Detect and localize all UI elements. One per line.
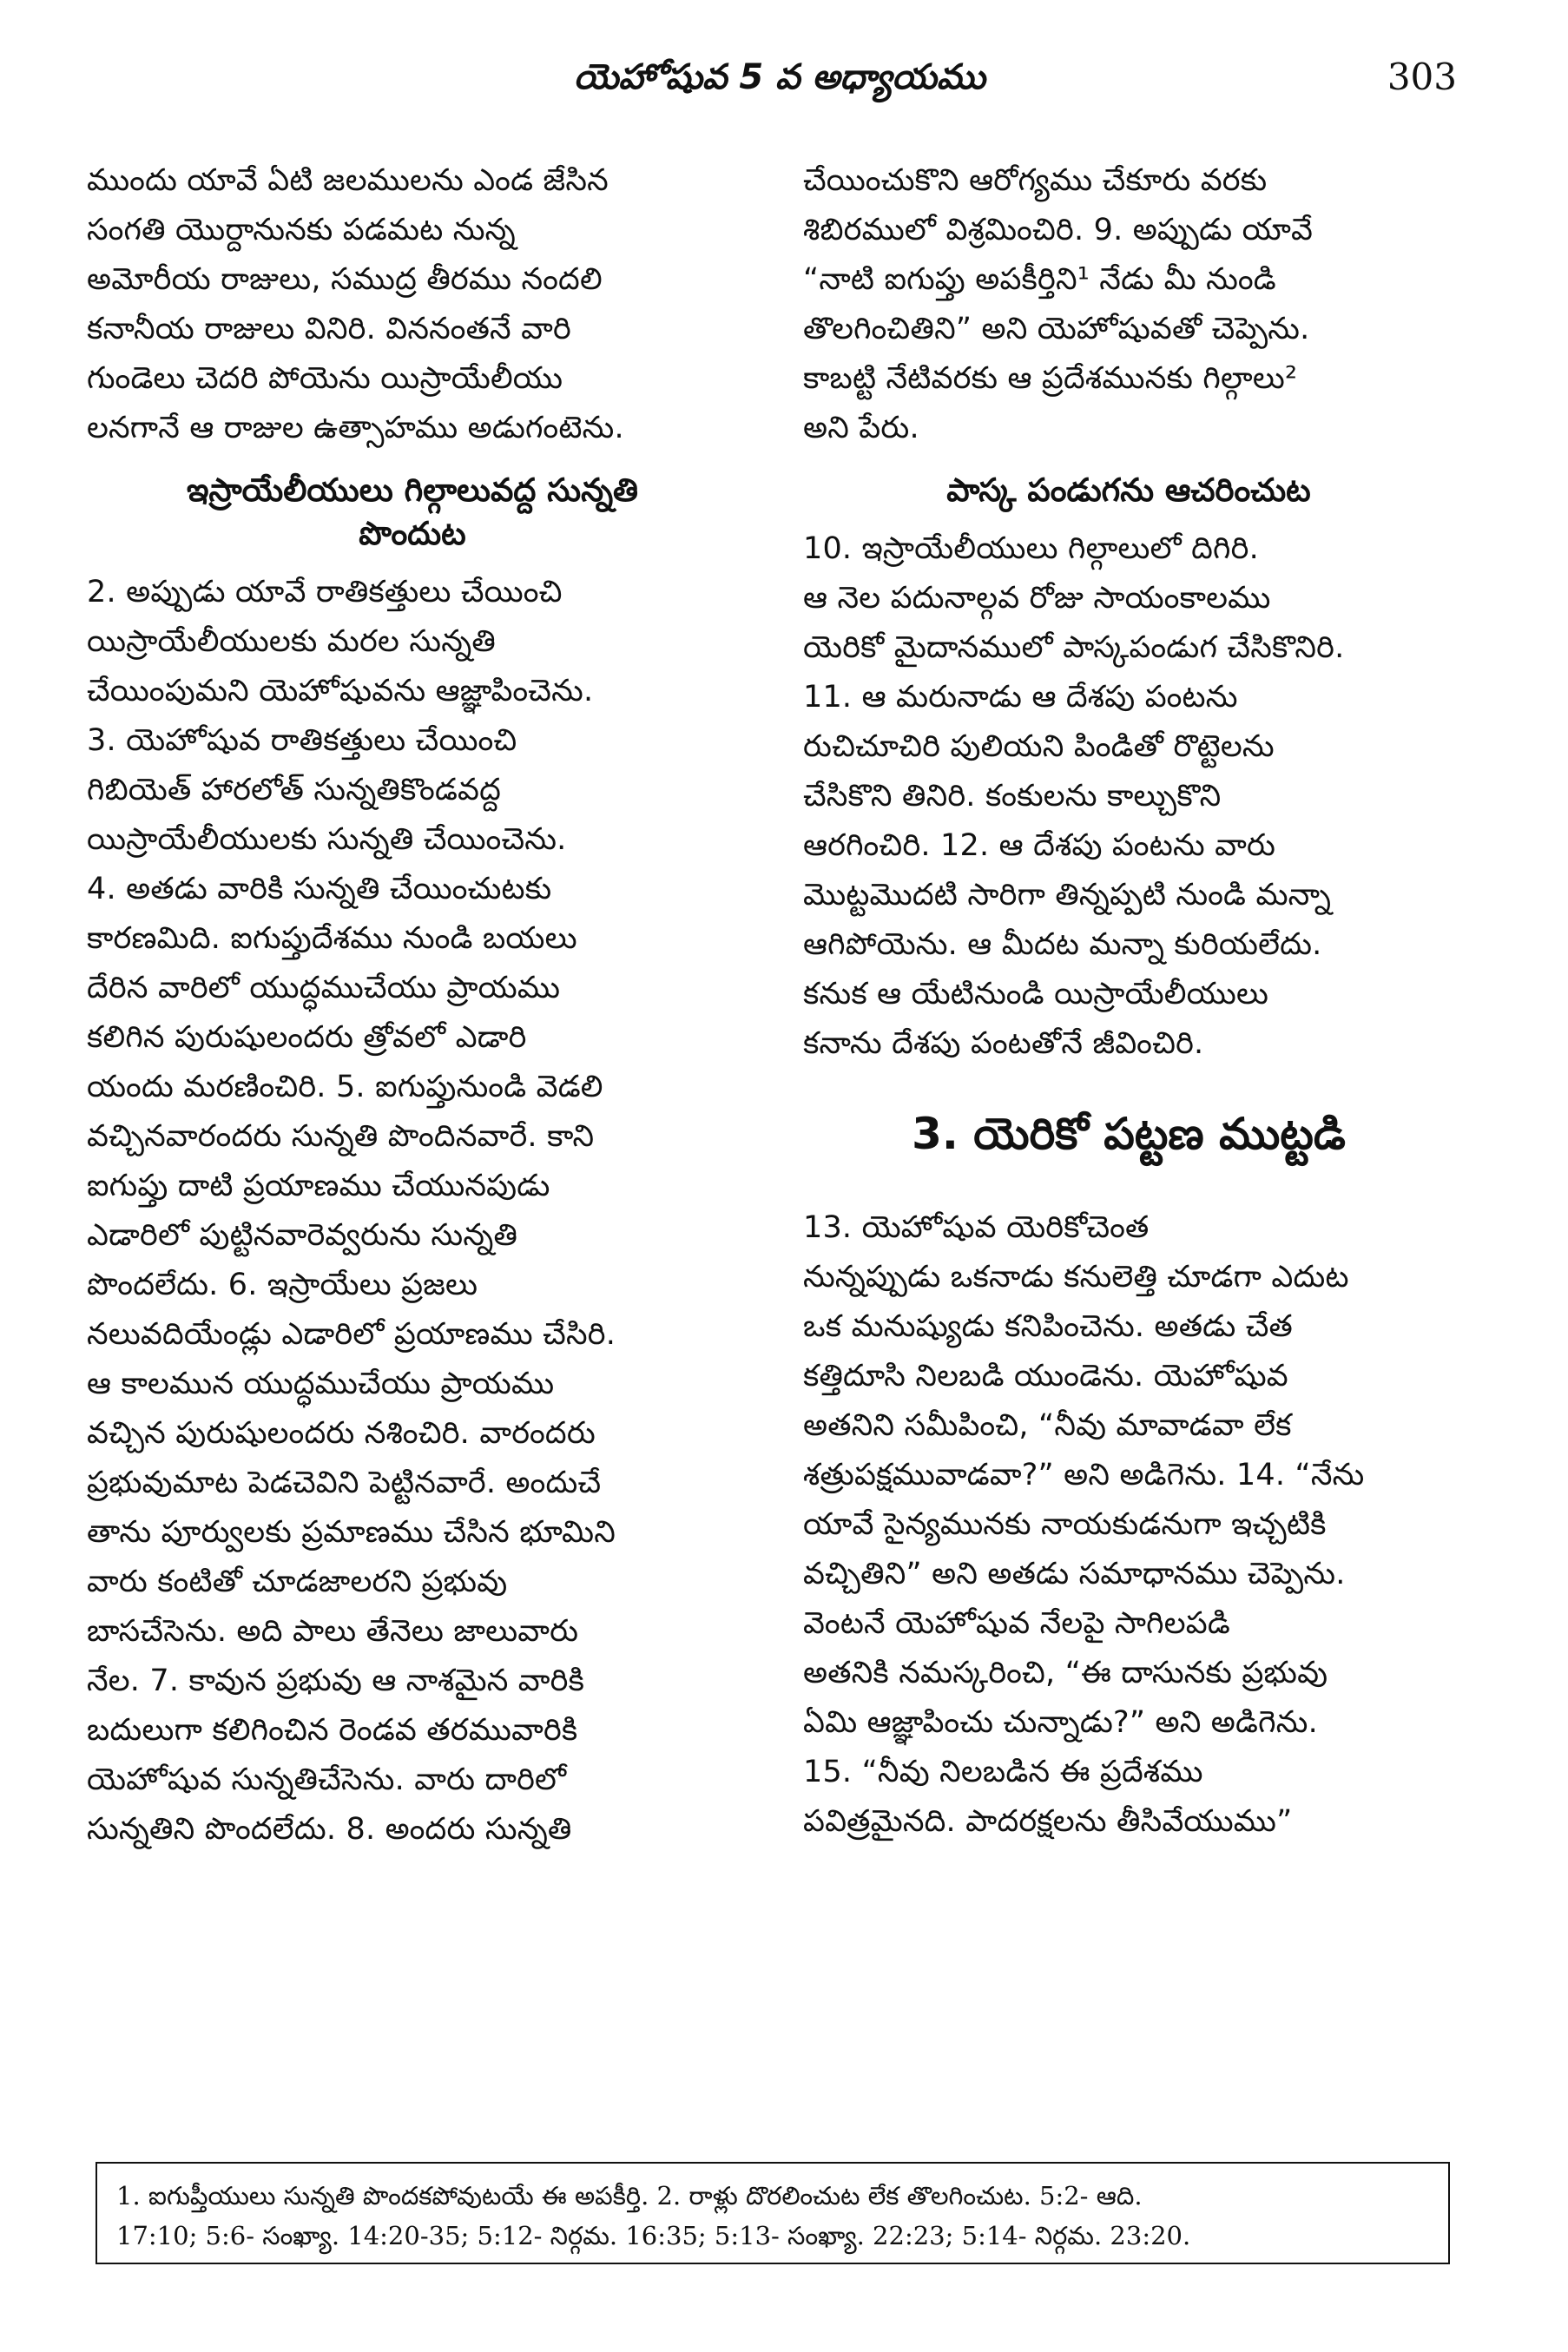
footnote-line: 1. ఐగుప్తీయులు సున్నతి పొందకపోవుటయే ఈ అపకీర్తి. 2. రాళ్లు దొరలించుట లేక తొలగించుట. 5:2- ఆది.	[116, 2181, 1143, 2210]
footnotes-box	[96, 2162, 1450, 2264]
paragraph: 13. యెహోషువ యెరికోచెంత నున్నప్పుడు ఒకనాడు కనులెత్తి చూడగా ఎదుట ఒక మనుష్యుడు కనిపించెను. అతడు చేత కత్తిదూసి నిలబడి యుండెను. యెహోషువ అతనిని సమీపించి, “నీవు మావాడవా లేక శత్రుపక్షమువాడవా?” అని అడిగెను. 14. “నేను యావే సైన్యమునకు నాయకుడనుగా ఇచ్చటికి వచ్చితిని” అని అతడు సమాధానము చెప్పెను. వెంటనే యెహోషువ నేలపై సాగిలపడి అతనికి నమస్కరించి, “ఈ దాసునకు ప్రభువు ఏమి ఆజ్ఞాపించు చున్నాడు?” అని అడిగెను. 15. “నీవు నిలబడిన ఈ ప్రదేశము పవిత్రమైనది. పాదరక్షలను తీసివేయుము”	[803, 1210, 1365, 1839]
page-header	[102, 50, 1457, 111]
footnote-line: 17:10; 5:6- సంఖ్యా. 14:20-35; 5:12- నిర్గమ. 16:35; 5:13- సంఖ్యా. 22:23; 5:14- నిర్గమ. 23:20.	[116, 2221, 1191, 2250]
paragraph: 10. ఇస్రాయేలీయులు గిల్గాలులో దిగిరి. ఆ నెల పదునాల్గవ రోజు సాయంకాలము యెరికో మైదానములో పాస్కపండుగ చేసికొనిరి. 11. ఆ మరునాడు ఆ దేశపు పంటను రుచిచూచిరి పులియని పిండితో రొట్టెలను చేసికొని తినిరి. కంకులను కాల్చుకొని ఆరగించిరి. 12. ఆ దేశపు పంటను వారు మొట్టమొదటి సారిగా తిన్నప్పటి నుండి మన్నా ఆగిపోయెను. ఆ మీదట మన్నా కురియలేదు. కనుక ఆ యేటినుండి యిస్రాయేలీయులు కనాను దేశపు పంటతోనే జీవించిరి.	[803, 531, 1345, 1061]
section-heading: పాస్క పండుగను ఆచరించుట	[946, 471, 1311, 509]
paragraph: ముందు యావే ఏటి జలములను ఎండ జేసిన సంగతి యొర్దానునకు పడమట నున్న అమోరీయ రాజులు, సముద్ర తీరము నందలి కనానీయ రాజులు వినిరి. విననంతనే వారి గుండెలు చెదరి పోయెను యిస్రాయేలీయు లనగానే ఆ రాజుల ఉత్సాహము అడుగంటెను.	[87, 163, 624, 445]
right-column	[803, 156, 1454, 1847]
left-column	[87, 156, 738, 1855]
chapter-heading: 3. యెరికో పట్టణ ముట్టడి	[912, 1109, 1346, 1159]
paragraph: చేయించుకొని ఆరోగ్యము చేకూరు వరకు శిబిరములో విశ్రమించిరి. 9. అప్పుడు యావే “నాటి ఐగుప్తు అపకీర్తిని¹ నేడు మీ నుండి తొలగించితిని” అని యెహోషువతో చెప్పెను. కాబట్టి నేటివరకు ఆ ప్రదేశమునకు గిల్గాలు² అని పేరు.	[803, 163, 1314, 445]
section-heading: ఇస్రాయేలీయులు గిల్గాలువద్ద సున్నతి పొందుట	[187, 471, 638, 552]
page-number: 303	[1387, 56, 1457, 98]
paragraph: 2. అప్పుడు యావే రాతికత్తులు చేయించి యిస్రాయేలీయులకు మరల సున్నతి చేయింపుమని యెహోషువను ఆజ్ఞాపించెను. 3. యెహోషువ రాతికత్తులు చేయించి గిబియెత్ హారలోత్ సున్నతికొండవద్ద యిస్రాయేలీయులకు సున్నతి చేయించెను. 4. అతడు వారికి సున్నతి చేయించుటకు కారణమిది. ఐగుప్తుదేశము నుండి బయలు దేరిన వారిలో యుద్ధముచేయు ప్రాయము కలిగిన పురుషులందరు త్రోవలో ఎడారి యందు మరణించిరి. 5. ఐగుప్తునుండి వెడలి వచ్చినవారందరు సున్నతి పొందినవారే. కాని ఐగుప్తు దాటి ప్రయాణము చేయునపుడు ఎడారిలో పుట్టినవారెవ్వరును సున్నతి పొందలేదు. 6. ఇస్రాయేలు ప్రజలు నలువదియేండ్లు ఎడారిలో ప్రయాణము చేసిరి. ఆ కాలమున యుద్ధముచేయు ప్రాయము వచ్చిన పురుషులందరు నశించిరి. వారందరు ప్రభువుమాట పెడచెవిని పెట్టినవారే. అందుచే తాను పూర్వులకు ప్రమాణము చేసిన భూమిని వారు కంటితో చూడజాలరని ప్రభువు బాసచేసెను. అది పాలు తేనెలు జాలువారు నేల. 7. కావున ప్రభువు ఆ నాశమైన వారికి బదులుగా కలిగించిన రెండవ తరమువారికి యెహోషువ సున్నతిచేసెను. వారు దారిలో సున్నతిని పొందలేదు. 8. అందరు సున్నతి	[87, 575, 616, 1847]
running-title: యెహోషువ 5 వ అధ్యాయము	[573, 57, 985, 97]
